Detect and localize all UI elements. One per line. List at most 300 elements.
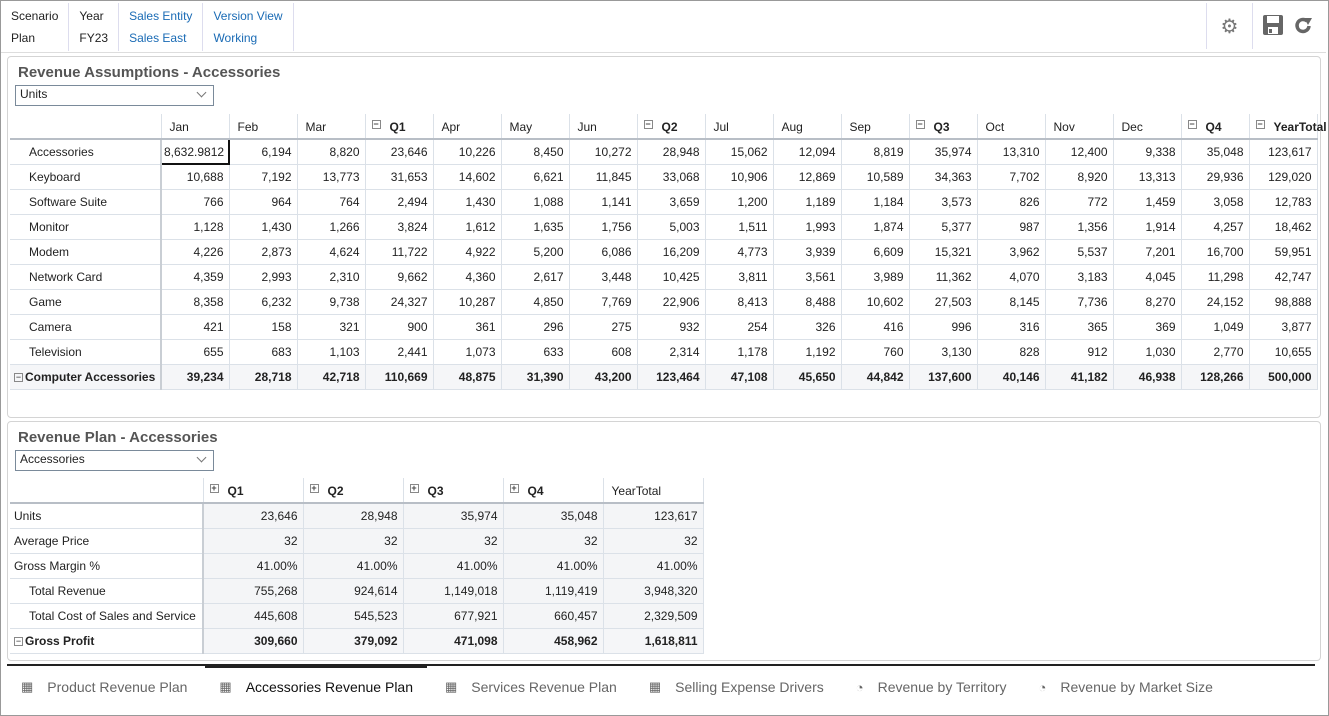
data-cell[interactable]: 3,939 [773,239,841,264]
data-cell[interactable]: 46,938 [1113,364,1181,389]
data-cell[interactable]: 23,646 [203,503,303,528]
pov-value[interactable]: Sales East [129,31,187,45]
data-cell[interactable]: 32 [603,528,703,553]
data-cell[interactable]: 1,149,018 [403,578,503,603]
data-cell[interactable]: 28,948 [303,503,403,528]
data-cell[interactable]: 2,494 [365,189,433,214]
row-header[interactable] [10,603,203,628]
row-header[interactable] [10,214,161,239]
data-cell[interactable]: 772 [1045,189,1113,214]
column-header[interactable] [433,114,501,139]
data-cell[interactable]: 44,842 [841,364,909,389]
row-label: Television [29,344,82,359]
expand-icon[interactable]: + [511,483,517,493]
data-cell[interactable]: 828 [977,339,1045,364]
data-cell[interactable]: 32 [403,528,503,553]
data-cell[interactable]: 369 [1113,314,1181,339]
data-cell[interactable]: 1,030 [1113,339,1181,364]
data-cell[interactable]: 361 [433,314,501,339]
data-cell[interactable]: 4,045 [1113,264,1181,289]
data-cell[interactable]: 1,459 [1113,189,1181,214]
data-cell[interactable]: 11,845 [569,164,637,189]
data-cell[interactable]: 7,201 [1113,239,1181,264]
data-cell[interactable]: 655 [161,339,229,364]
refresh-icon[interactable] [1292,14,1314,39]
data-cell[interactable]: 3,824 [365,214,433,239]
data-cell[interactable]: 1,073 [433,339,501,364]
data-cell[interactable]: 7,736 [1045,289,1113,314]
data-cell[interactable]: 3,130 [909,339,977,364]
data-cell[interactable]: 123,617 [603,503,703,528]
data-cell[interactable]: 8,819 [841,139,909,164]
collapse-icon[interactable]: − [1257,119,1263,129]
data-cell[interactable]: 24,152 [1181,289,1249,314]
tab-selling-expense-drivers[interactable] [635,666,838,708]
column-label: May [509,120,533,134]
row-label: Gross Margin % [14,558,101,573]
tab-revenue-by-territory[interactable] [842,666,1021,708]
data-cell[interactable]: 3,058 [1181,189,1249,214]
row-header[interactable] [10,164,161,189]
data-cell[interactable]: 755,268 [203,578,303,603]
data-cell[interactable]: 4,773 [705,239,773,264]
data-cell[interactable]: 23,646 [365,139,433,164]
data-cell[interactable]: 41.00% [503,553,603,578]
data-cell[interactable]: 1,184 [841,189,909,214]
data-cell[interactable]: 2,873 [229,239,297,264]
chart-icon: ◔ [1038,679,1047,695]
data-cell[interactable]: 4,257 [1181,214,1249,239]
data-cell[interactable]: 3,561 [773,264,841,289]
data-cell[interactable]: 41.00% [403,553,503,578]
data-cell[interactable]: 32 [503,528,603,553]
data-cell[interactable]: 1,914 [1113,214,1181,239]
data-cell[interactable]: 41.00% [203,553,303,578]
data-cell[interactable]: 32 [303,528,403,553]
data-cell[interactable]: 471,098 [403,628,503,653]
data-cell[interactable]: 987 [977,214,1045,239]
data-cell[interactable]: 12,783 [1249,189,1317,214]
row-header[interactable] [10,339,161,364]
data-cell[interactable]: 1,192 [773,339,841,364]
data-cell[interactable]: 14,602 [433,164,501,189]
data-cell[interactable]: 3,573 [909,189,977,214]
data-cell[interactable]: 158 [229,314,297,339]
column-header[interactable] [365,114,433,139]
collapse-icon[interactable]: − [917,119,923,129]
pov-label[interactable]: Sales Entity [129,9,193,23]
row-header[interactable] [10,239,161,264]
data-cell[interactable]: 59,951 [1249,239,1317,264]
column-header[interactable] [705,114,773,139]
data-cell[interactable]: 11,298 [1181,264,1249,289]
row-header[interactable] [10,314,161,339]
data-cell[interactable]: 128,266 [1181,364,1249,389]
data-cell[interactable]: 15,062 [705,139,773,164]
collapse-icon[interactable]: − [15,635,22,646]
data-cell[interactable]: 326 [773,314,841,339]
column-header[interactable] [297,114,365,139]
column-header[interactable] [1249,114,1327,139]
row-label: Total Revenue [29,583,106,598]
panel-title: Revenue Assumptions - Accessories [18,64,281,81]
data-cell[interactable]: 45,650 [773,364,841,389]
data-cell[interactable]: 12,869 [773,164,841,189]
data-cell[interactable]: 10,688 [161,164,229,189]
data-cell[interactable]: 15,321 [909,239,977,264]
save-icon[interactable] [1262,14,1284,39]
data-cell[interactable]: 48,875 [433,364,501,389]
column-label: Nov [1053,120,1075,134]
data-cell[interactable]: 2,993 [229,264,297,289]
pov-label[interactable]: Version View [213,9,283,23]
data-cell[interactable]: 4,359 [161,264,229,289]
selector-value: Accessories [20,452,85,466]
row-label: Network Card [29,269,103,284]
data-cell[interactable]: 8,450 [501,139,569,164]
data-cell[interactable]: 1,266 [297,214,365,239]
row-header[interactable] [10,503,203,528]
data-cell[interactable]: 3,659 [637,189,705,214]
data-cell[interactable]: 27,503 [909,289,977,314]
column-header[interactable] [977,114,1045,139]
data-cell[interactable]: 1,141 [569,189,637,214]
data-cell[interactable]: 10,906 [705,164,773,189]
row-header[interactable] [10,139,161,164]
column-header[interactable] [637,114,705,139]
data-cell[interactable]: 912 [1045,339,1113,364]
expand-icon[interactable]: + [211,483,217,493]
data-cell[interactable]: 35,048 [1181,139,1249,164]
revenue-assumptions-grid [10,114,1327,390]
data-cell[interactable]: 421 [161,314,229,339]
data-cell[interactable]: 4,070 [977,264,1045,289]
tab-label: Services Revenue Plan [471,679,617,695]
data-cell[interactable]: 924,614 [303,578,403,603]
data-cell[interactable]: 932 [637,314,705,339]
data-cell[interactable]: 1,200 [705,189,773,214]
data-cell[interactable]: 633 [501,339,569,364]
data-cell[interactable]: 8,270 [1113,289,1181,314]
data-cell[interactable]: 123,617 [1249,139,1317,164]
data-cell[interactable]: 28,948 [637,139,705,164]
collapse-icon[interactable]: − [1189,119,1195,129]
data-cell[interactable]: 18,462 [1249,214,1317,239]
data-cell[interactable]: 47,108 [705,364,773,389]
data-cell[interactable]: 35,048 [503,503,603,528]
chart-icon: ◔ [855,679,864,695]
data-cell[interactable]: 3,877 [1249,314,1317,339]
row-header[interactable] [10,628,203,653]
data-cell[interactable]: 660,457 [503,603,603,628]
data-cell[interactable]: 6,232 [229,289,297,314]
data-cell[interactable]: 2,617 [501,264,569,289]
data-cell[interactable]: 4,360 [433,264,501,289]
data-cell[interactable]: 2,770 [1181,339,1249,364]
tab-bar [7,664,1315,714]
data-cell[interactable]: 8,145 [977,289,1045,314]
tab-services-revenue-plan[interactable] [431,666,631,708]
pov-value[interactable]: Working [213,31,258,45]
data-cell[interactable]: 3,811 [705,264,773,289]
data-cell[interactable]: 28,718 [229,364,297,389]
data-cell[interactable]: 2,329,509 [603,603,703,628]
data-cell[interactable]: 42,747 [1249,264,1317,289]
column-label: Dec [1121,120,1143,134]
column-label: Sep [849,120,871,134]
data-cell[interactable]: 275 [569,314,637,339]
data-cell[interactable]: 8,632.9812 [161,139,229,164]
data-cell[interactable]: 10,425 [637,264,705,289]
data-cell[interactable]: 826 [977,189,1045,214]
data-cell[interactable]: 3,989 [841,264,909,289]
data-cell[interactable]: 996 [909,314,977,339]
collapse-icon[interactable]: − [373,119,379,129]
data-cell[interactable]: 3,448 [569,264,637,289]
data-cell[interactable]: 416 [841,314,909,339]
data-cell[interactable]: 129,020 [1249,164,1317,189]
data-cell[interactable]: 42,718 [297,364,365,389]
data-cell[interactable]: 10,589 [841,164,909,189]
data-cell[interactable]: 3,948,320 [603,578,703,603]
data-cell[interactable]: 766 [161,189,229,214]
data-cell[interactable]: 2,441 [365,339,433,364]
data-cell[interactable]: 5,377 [909,214,977,239]
data-cell[interactable]: 5,003 [637,214,705,239]
column-header[interactable] [161,114,229,139]
data-cell[interactable]: 40,146 [977,364,1045,389]
data-cell[interactable]: 6,086 [569,239,637,264]
form-icon: ▦ [445,679,458,694]
data-cell[interactable]: 31,390 [501,364,569,389]
tab-product-revenue-plan[interactable] [7,666,201,708]
settings-button[interactable] [1206,3,1252,49]
data-cell[interactable]: 5,537 [1045,239,1113,264]
data-cell[interactable]: 32 [203,528,303,553]
data-cell[interactable]: 1,618,811 [603,628,703,653]
pov-value: Plan [11,31,36,45]
data-cell[interactable]: 1,993 [773,214,841,239]
data-cell[interactable]: 6,194 [229,139,297,164]
column-label: Feb [237,120,259,134]
data-cell[interactable]: 760 [841,339,909,364]
data-cell[interactable]: 11,362 [909,264,977,289]
data-cell[interactable]: 12,094 [773,139,841,164]
data-cell[interactable]: 13,313 [1113,164,1181,189]
row-header[interactable] [10,553,203,578]
row-label: Gross Profit [25,633,95,648]
data-cell[interactable]: 900 [365,314,433,339]
data-cell[interactable]: 7,769 [569,289,637,314]
data-cell[interactable]: 10,655 [1249,339,1317,364]
data-cell[interactable]: 137,600 [909,364,977,389]
data-cell[interactable]: 33,068 [637,164,705,189]
column-label: Jul [713,120,729,134]
data-cell[interactable]: 316 [977,314,1045,339]
tab-label: Revenue by Market Size [1060,679,1213,695]
column-header[interactable] [1181,114,1249,139]
data-cell[interactable]: 1,612 [433,214,501,239]
data-cell[interactable]: 8,488 [773,289,841,314]
data-cell[interactable]: 296 [501,314,569,339]
column-header[interactable] [229,114,297,139]
corner-cell [10,478,203,503]
collapse-icon[interactable]: − [645,119,651,129]
data-cell[interactable]: 35,974 [403,503,503,528]
column-header[interactable] [603,478,703,503]
pov-dimension [119,3,203,51]
column-header[interactable] [909,114,977,139]
product-selector[interactable] [15,450,214,471]
column-header[interactable] [773,114,841,139]
data-cell[interactable]: 309,660 [203,628,303,653]
data-cell[interactable]: 1,103 [297,339,365,364]
data-cell[interactable]: 1,511 [705,214,773,239]
data-cell[interactable]: 9,338 [1113,139,1181,164]
data-cell[interactable]: 41.00% [603,553,703,578]
column-header[interactable] [403,478,503,503]
data-cell[interactable]: 6,609 [841,239,909,264]
column-header[interactable] [503,478,603,503]
data-cell[interactable]: 7,192 [229,164,297,189]
data-cell[interactable]: 16,209 [637,239,705,264]
data-cell[interactable]: 1,874 [841,214,909,239]
data-cell[interactable]: 1,128 [161,214,229,239]
row-header[interactable] [10,528,203,553]
data-cell[interactable]: 10,602 [841,289,909,314]
data-cell[interactable]: 458,962 [503,628,603,653]
data-cell[interactable]: 39,234 [161,364,229,389]
column-label: Q3 [427,484,444,498]
tab-accessories-revenue-plan[interactable] [205,666,427,708]
data-cell[interactable]: 11,722 [365,239,433,264]
data-cell[interactable]: 10,226 [433,139,501,164]
data-cell[interactable]: 13,310 [977,139,1045,164]
column-header[interactable] [569,114,637,139]
row-header[interactable] [10,189,161,214]
collapse-icon[interactable]: − [15,371,22,382]
data-cell[interactable]: 29,936 [1181,164,1249,189]
data-cell[interactable]: 1,430 [433,189,501,214]
data-cell[interactable]: 8,820 [297,139,365,164]
data-cell[interactable]: 8,358 [161,289,229,314]
corner-cell [10,114,161,139]
row-label: Average Price [14,533,90,548]
column-header[interactable] [501,114,569,139]
data-cell[interactable]: 1,356 [1045,214,1113,239]
table-row [10,578,703,603]
data-cell[interactable]: 2,314 [637,339,705,364]
data-cell[interactable]: 683 [229,339,297,364]
data-cell[interactable]: 1,756 [569,214,637,239]
column-label: YearTotal [1273,120,1327,134]
data-cell[interactable]: 16,700 [1181,239,1249,264]
data-cell[interactable]: 34,363 [909,164,977,189]
data-cell[interactable]: 9,662 [365,264,433,289]
data-cell[interactable]: 500,000 [1249,364,1317,389]
data-cell[interactable]: 43,200 [569,364,637,389]
column-header[interactable] [303,478,403,503]
column-header[interactable] [1045,114,1113,139]
data-cell[interactable]: 1,189 [773,189,841,214]
column-header[interactable] [203,478,303,503]
data-cell[interactable]: 764 [297,189,365,214]
column-header[interactable] [841,114,909,139]
data-cell[interactable]: 4,850 [501,289,569,314]
data-cell[interactable]: 22,906 [637,289,705,314]
data-cell[interactable]: 8,413 [705,289,773,314]
tab-label: Product Revenue Plan [47,679,188,695]
data-cell[interactable]: 254 [705,314,773,339]
data-cell[interactable]: 445,608 [203,603,303,628]
data-cell[interactable]: 24,327 [365,289,433,314]
expand-icon[interactable]: + [311,483,317,493]
data-cell[interactable]: 4,624 [297,239,365,264]
header-row [10,478,703,503]
data-cell[interactable]: 1,635 [501,214,569,239]
data-cell[interactable]: 1,088 [501,189,569,214]
data-cell[interactable]: 4,226 [161,239,229,264]
data-cell[interactable]: 7,702 [977,164,1045,189]
row-header[interactable] [10,364,161,389]
data-cell[interactable]: 10,287 [433,289,501,314]
data-cell[interactable]: 12,400 [1045,139,1113,164]
data-cell[interactable]: 677,921 [403,603,503,628]
data-cell[interactable]: 6,621 [501,164,569,189]
data-cell[interactable]: 1,119,419 [503,578,603,603]
column-label: Q1 [227,484,244,498]
data-cell[interactable]: 545,523 [303,603,403,628]
units-selector[interactable] [15,85,214,106]
data-cell[interactable]: 123,464 [637,364,705,389]
table-row [10,603,703,628]
data-cell[interactable]: 98,888 [1249,289,1317,314]
data-cell[interactable]: 110,669 [365,364,433,389]
data-cell[interactable]: 9,738 [297,289,365,314]
data-cell[interactable]: 1,049 [1181,314,1249,339]
data-cell[interactable]: 379,092 [303,628,403,653]
row-header[interactable] [10,578,203,603]
row-header[interactable] [10,264,161,289]
data-cell[interactable]: 964 [229,189,297,214]
data-cell[interactable]: 1,430 [229,214,297,239]
column-label: Q2 [327,484,344,498]
data-cell[interactable]: 365 [1045,314,1113,339]
data-cell[interactable]: 3,183 [1045,264,1113,289]
expand-icon[interactable]: + [411,483,417,493]
data-cell[interactable]: 13,773 [297,164,365,189]
data-cell[interactable]: 41,182 [1045,364,1113,389]
data-cell[interactable]: 321 [297,314,365,339]
row-label: Units [14,508,42,523]
data-cell[interactable]: 608 [569,339,637,364]
row-header[interactable] [10,289,161,314]
data-cell[interactable]: 5,200 [501,239,569,264]
data-cell[interactable]: 35,974 [909,139,977,164]
data-cell[interactable]: 4,922 [433,239,501,264]
data-cell[interactable]: 10,272 [569,139,637,164]
row-label: Camera [29,319,72,334]
data-cell[interactable]: 3,962 [977,239,1045,264]
data-cell[interactable]: 31,653 [365,164,433,189]
pov-dimension [1,3,69,51]
column-header[interactable] [1113,114,1181,139]
data-cell[interactable]: 2,310 [297,264,365,289]
data-cell[interactable]: 41.00% [303,553,403,578]
data-cell[interactable]: 1,178 [705,339,773,364]
data-cell[interactable]: 8,920 [1045,164,1113,189]
tab-revenue-by-market-size[interactable] [1025,666,1227,708]
